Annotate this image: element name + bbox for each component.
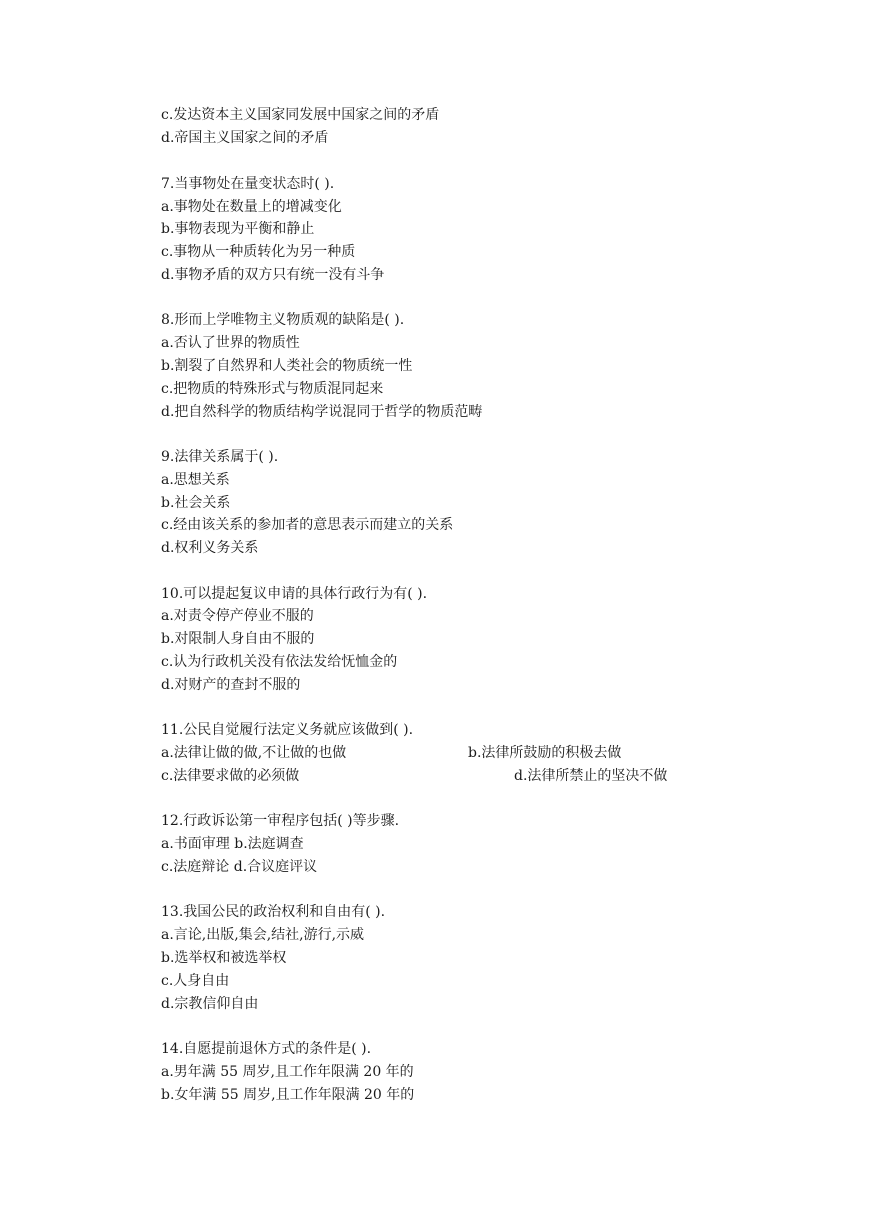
q7-option-b: b.事物表现为平衡和静止 <box>161 221 315 237</box>
q9-option-c: c.经由该关系的参加者的意思表示而建立的关系 <box>161 517 454 533</box>
q13-stem: 13.我国公民的政治权利和自由有( ). <box>161 904 386 920</box>
q10-stem: 10.可以提起复议申请的具体行政行为有( ). <box>161 586 428 602</box>
q10-option-a: a.对责令停产停业不服的 <box>161 608 314 624</box>
q9-stem: 9.法律关系属于( ). <box>161 449 279 465</box>
q12-stem: 12.行政诉讼第一审程序包括( )等步骤. <box>161 813 400 829</box>
q9-option-d: d.权利义务关系 <box>161 540 259 556</box>
q13-option-c: c.人身自由 <box>161 973 230 989</box>
q10-option-b: b.对限制人身自由不服的 <box>161 631 315 647</box>
q7-option-c: c.事物从一种质转化为另一种质 <box>161 244 356 260</box>
q13-option-b: b.选举权和被选举权 <box>161 950 287 966</box>
q14-option-a: a.男年满 55 周岁,且工作年限满 20 年的 <box>161 1064 414 1080</box>
q10-option-c: c.认为行政机关没有依法发给怃恤金的 <box>161 654 398 670</box>
q10-option-d: d.对财产的查封不服的 <box>161 677 301 693</box>
q13-option-d: d.宗教信仰自由 <box>161 996 259 1012</box>
q11-stem: 11.公民自觉履行法定义务就应该做到( ). <box>161 722 414 738</box>
q9-option-a: a.思想关系 <box>161 472 230 488</box>
q11-option-d: d.法律所禁止的坚决不做 <box>514 768 668 784</box>
q9-option-b: b.社会关系 <box>161 495 231 511</box>
q8-stem: 8.形而上学唯物主义物质观的缺陷是( ). <box>161 312 405 328</box>
q8-option-b: b.割裂了自然界和人类社会的物质统一性 <box>161 358 413 374</box>
q8-option-d: d.把自然科学的物质结构学说混同于哲学的物质范畴 <box>161 404 483 420</box>
q14-stem: 14.自愿提前退休方式的条件是( ). <box>161 1041 372 1057</box>
q7-stem: 7.当事物处在量变状态时( ). <box>161 176 335 192</box>
q8-option-a: a.否认了世界的物质性 <box>161 335 300 351</box>
q12-options-ab: a.书面审理 b.法庭调查 <box>161 836 304 852</box>
q11-option-a: a.法律让做的做,不让做的也做 <box>161 745 347 761</box>
q7-option-a: a.事物处在数量上的增减变化 <box>161 199 342 215</box>
q8-option-c: c.把物质的特殊形式与物质混同起来 <box>161 381 384 397</box>
q12-options-cd: c.法庭辩论 d.合议庭评议 <box>161 859 318 875</box>
q11-option-b: b.法律所鼓励的积极去做 <box>468 745 622 761</box>
q11-option-c: c.法律要求做的必须做 <box>161 768 300 784</box>
q14-option-b: b.女年满 55 周岁,且工作年限满 20 年的 <box>161 1087 415 1103</box>
q13-option-a: a.言论,出版,集会,结社,游行,示威 <box>161 927 365 943</box>
q6-option-d: d.帝国主义国家之间的矛盾 <box>161 130 329 146</box>
q6-option-c: c.发达资本主义国家同发展中国家之间的矛盾 <box>161 107 440 123</box>
q7-option-d: d.事物矛盾的双方只有统一没有斗争 <box>161 267 385 283</box>
